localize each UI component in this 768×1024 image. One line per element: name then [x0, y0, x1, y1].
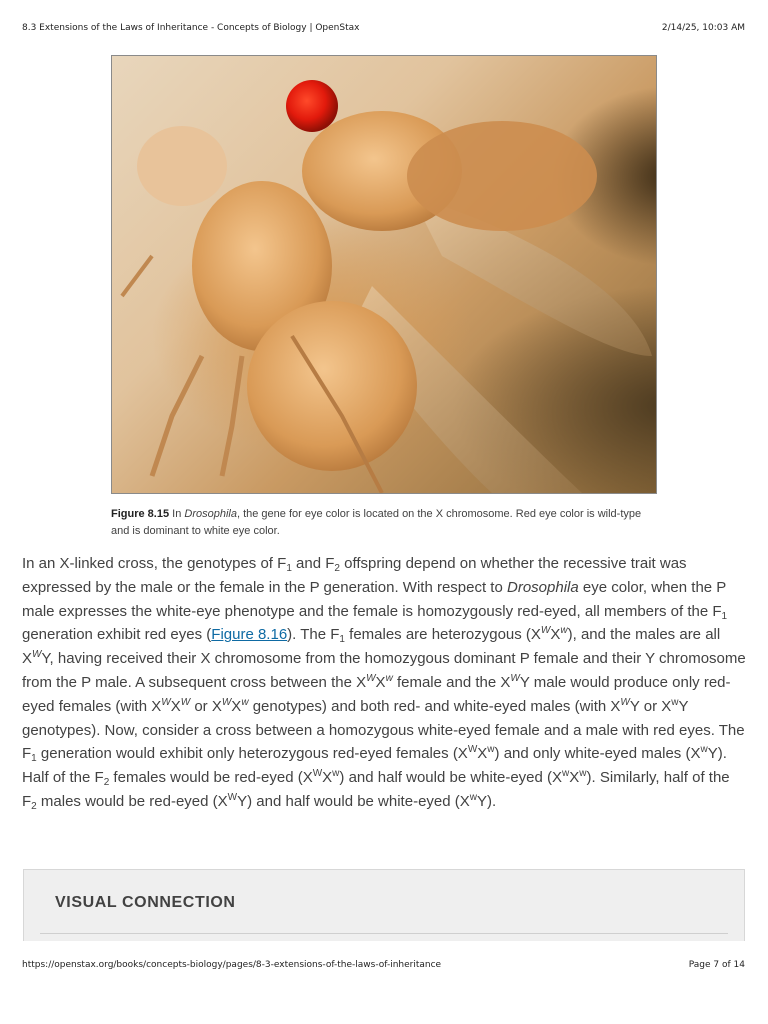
page-url: https://openstax.org/books/concepts-biology/pages/8-3-extensions-of-the-laws-of-inheritance	[22, 960, 442, 970]
print-header	[22, 23, 745, 33]
page-title: 8.3 Extensions of the Laws of Inheritance - Concepts of Biology | OpenStax	[22, 23, 360, 33]
print-datetime: 2/14/25, 10:03 AM	[661, 23, 745, 33]
figure-caption	[111, 506, 657, 540]
visual-connection-box	[23, 869, 745, 941]
red-eye-icon	[286, 80, 338, 132]
divider	[40, 933, 728, 934]
body-paragraph: In an X-linked cross, the genotypes of $F_1$ and $F_2$ offspring depend on whether the recessive trait was expressed by the male or the female in the P generation. With respect to Drosophila eye color, when the P male expresses the white-eye phenotype and the female is homozygously red-eyed, all members of the $F_1$ generation exhibit red eyes (Figure 8.16). The $F_1$ females are heterozygous $(X^WX^w)$, and the males are all $X^WY$, having received their X chromosome from the homozygous dominant P female and their Y chromosome from the P male. A subsequent cross between the $X^WX^w$ female and the $X^WY$ male would produce only red-eyed females (with $X^WX^W$ or $X^WX^w$ genotypes) and both red- and white-eyed males (with $X^WY$ or $X^wY$ genotypes). Now, consider a cross between a homozygous white-eyed female and a male with red eyes. The $F_1$ generation would exhibit only heterozygous red-eyed females $(X^WX^w)$ and only white-eyed males $(X^wY)$. Half of the $F_2$ females would be red-eyed $(X^WX^w)$ and half would be white-eyed $(X^wX^w)$. Similarly, half of the $F_2$ males would be red-eyed $(X^WY)$ and half would be white-eyed $(X^wY)$.	[22, 555, 746, 812]
caption-italic: Drosophila	[184, 508, 237, 520]
print-footer	[22, 960, 745, 970]
page-number: Page 7 of 14	[688, 960, 745, 970]
caption-text-end: , the gene for eye color is located on the X chromosome. Red eye color is wild-type and is dominant to white eye color.	[111, 508, 642, 537]
drosophila-illustration	[112, 56, 656, 493]
figure-8-15	[111, 55, 657, 540]
caption-text: In	[172, 508, 185, 520]
visual-connection-title: VISUAL CONNECTION	[55, 894, 236, 911]
drosophila-photo	[111, 55, 657, 494]
figure-8-16-link[interactable]: Figure 8.16	[211, 626, 288, 644]
figure-label: Figure 8.15	[111, 508, 170, 520]
